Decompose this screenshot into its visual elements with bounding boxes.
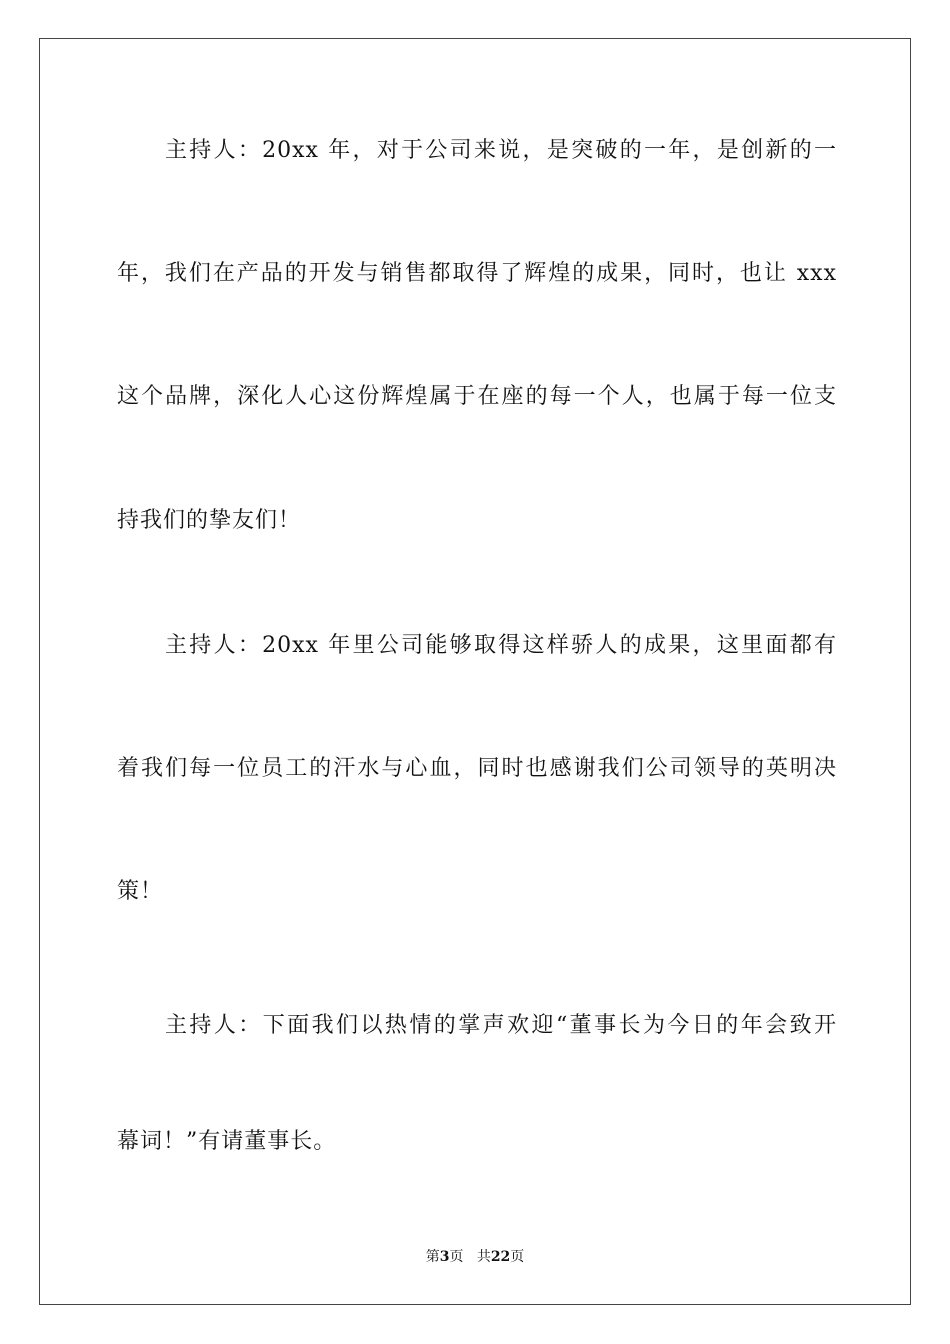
footer-page-suffix: 页 — [449, 1249, 464, 1265]
paragraph-3-line-1: 主持人：下面我们以热情的掌声欢迎“董事长为今日的年会致开 — [165, 1013, 837, 1038]
paragraph-2-line-1: 主持人：20xx 年里公司能够取得这样骄人的成果，这里面都有 — [165, 633, 837, 658]
paragraph-1-line-1: 主持人：20xx 年，对于公司来说，是突破的一年，是创新的一 — [165, 138, 837, 163]
total-page-count: 22 — [490, 1249, 511, 1265]
paragraph-1-line-3: 这个品牌，深化人心这份辉煌属于在座的每一个人，也属于每一位支 — [117, 384, 837, 409]
page-footer — [0, 1248, 950, 1266]
paragraph-3-line-2: 幕词！”有请董事长。 — [117, 1129, 337, 1154]
footer-prefix: 第 — [425, 1249, 440, 1265]
paragraph-2-line-3: 策！ — [117, 879, 164, 904]
paragraph-2-line-2: 着我们每一位员工的汗水与心血，同时也感谢我们公司领导的英明决 — [117, 756, 837, 781]
footer-total-prefix: 共 — [476, 1249, 491, 1265]
paragraph-1-line-2: 年，我们在产品的开发与销售都取得了辉煌的成果，同时，也让 xxx — [117, 261, 837, 286]
paragraph-1-line-4: 持我们的挚友们！ — [117, 508, 302, 533]
page-border — [39, 38, 911, 1305]
current-page-number: 3 — [439, 1249, 450, 1265]
footer-total-suffix: 页 — [510, 1249, 525, 1265]
